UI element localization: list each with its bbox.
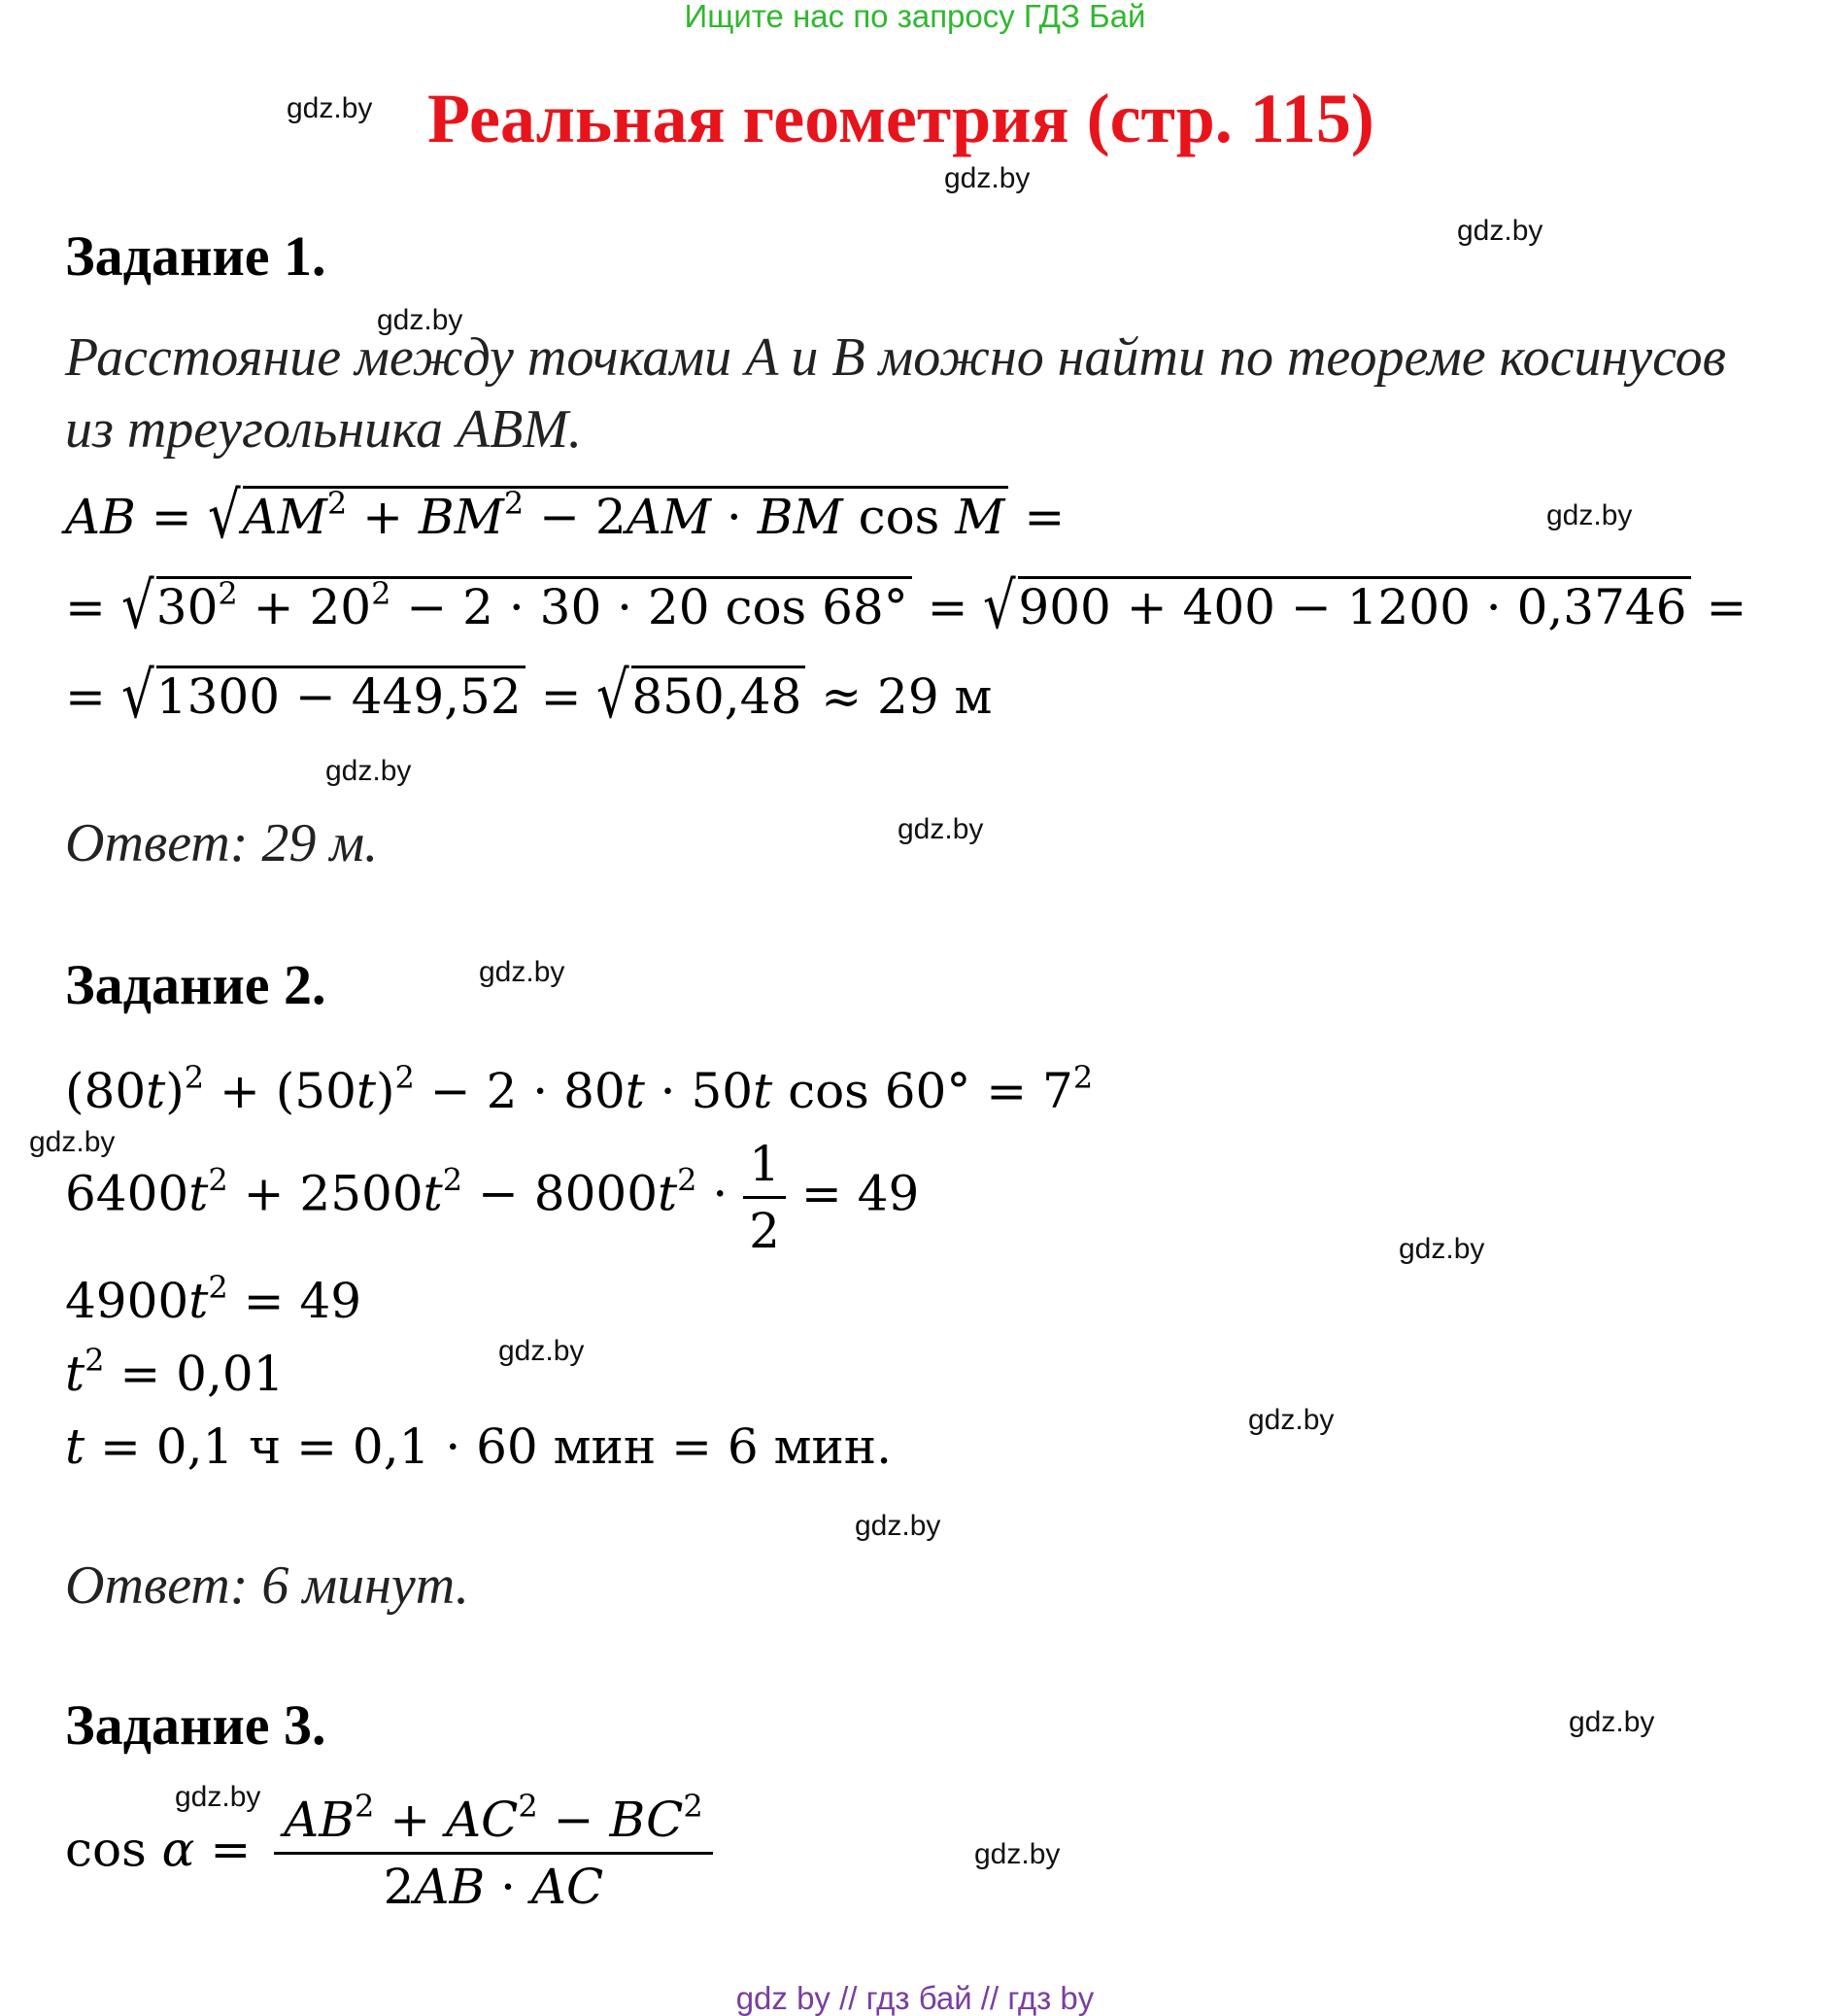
watermark: gdz.by [479, 956, 565, 988]
watermark: gdz.by [377, 304, 463, 336]
watermark: gdz.by [1569, 1706, 1655, 1738]
watermark: gdz.by [1399, 1233, 1485, 1265]
task-2-eq-3: $4900t^2 = 49$ [65, 1269, 362, 1329]
watermark: gdz.by [498, 1335, 585, 1367]
task-1-heading: Задание 1. [65, 224, 326, 288]
task-1-formula-line-1: AB = √ $AM^2 + BM^2 - 2AM$ · BM cos M = [65, 486, 1065, 547]
watermark: gdz.by [175, 1781, 261, 1813]
task-1-formula-line-2: = √ $30^2 + 20^2 - 2 \cdot 30 \cdot 20$ cos 68° = √ 900 + 400 − 1200 · 0,3746 = [65, 576, 1746, 637]
watermark: gdz.by [1457, 215, 1543, 247]
task-1-text-line-2: из треугольника ABM. [65, 399, 582, 460]
watermark: gdz.by [855, 1510, 941, 1542]
task-2-eq-5: t = 0,1 ч = 0,1 · 60 мин = 6 мин. [65, 1418, 893, 1475]
watermark: gdz.by [1248, 1404, 1335, 1436]
watermark: gdz.by [29, 1126, 116, 1158]
watermark: gdz.by [898, 813, 984, 845]
task-2-heading: Задание 2. [65, 953, 326, 1016]
task-2-answer: Ответ: 6 минут. [65, 1555, 469, 1616]
task-1-text-line-1: Расстояние между точками A и B можно найти по теореме косинусов [65, 327, 1726, 388]
task-1-answer: Ответ: 29 м. [65, 813, 379, 873]
task-2-eq-1: $(80t)^2 + (50t)^2 - 2 \cdot 80t \cdot 50t$ $\cos 60^\circ = 7^2$ [65, 1059, 1094, 1119]
task-3-formula: cos α = $\frac{AB^2 + AC^2 - BC^2}{2AB \cdot AC}$ [65, 1788, 713, 1919]
task-2-eq-4: $t^2 = 0,01$ [65, 1342, 285, 1402]
watermark: gdz.by [287, 92, 373, 124]
watermark: gdz.by [944, 162, 1031, 194]
footer-links: gdz by // гдз бай // гдз by [735, 1980, 1095, 2016]
task-2-eq-2: $6400t^2 + 2500t^2 - 8000t^2$ · $\frac{1}{2}$ = 49 [65, 1132, 919, 1263]
watermark: gdz.by [974, 1838, 1061, 1870]
watermark: gdz.by [1546, 499, 1633, 531]
task-1-formula-line-3: = √ 1300 − 449,52 = √ 850,48 ≈ 29 м [65, 666, 992, 727]
task-3-heading: Задание 3. [65, 1693, 326, 1757]
page-title: Реальная геометрия (стр. 115) [427, 80, 1374, 157]
top-banner: Ищите нас по запросу ГДЗ Бай [684, 0, 1146, 34]
watermark: gdz.by [325, 755, 412, 787]
